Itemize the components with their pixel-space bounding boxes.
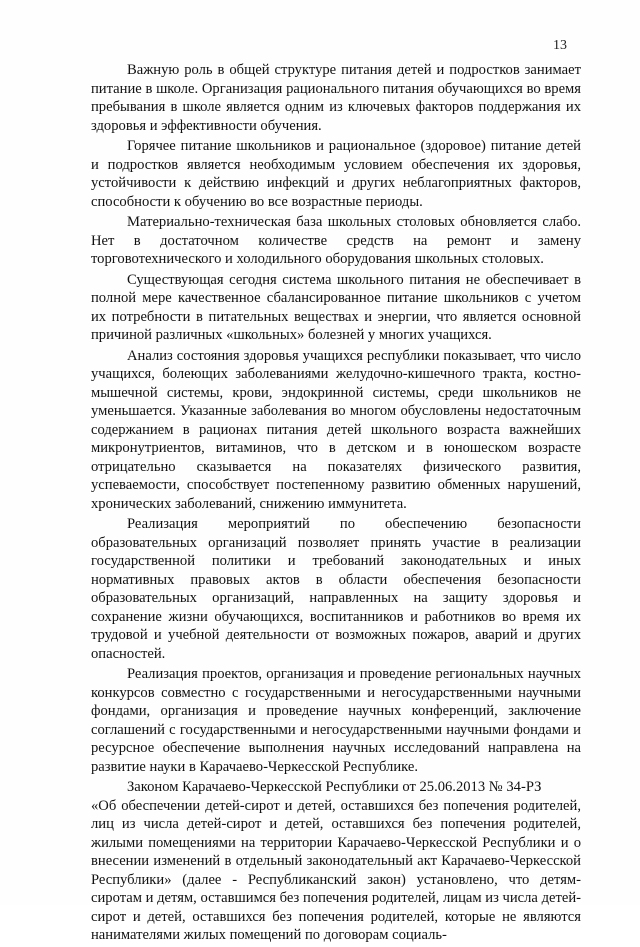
paragraph-continuation: «Об обеспечении детей-сирот и детей, оставшихся без попечения родителей, лиц из числа детей-сирот и детей, оставшихся без попечения родителей, жилыми помещениями на территории Карачаево-Черкесской Республики и о внесении изменений в отдельный законодательный акт Карачаево-Черкесской Республики» (далее - Республиканский закон) установлено, что детям-сиротам и детям, оставшимся без попечения родителей, лицам из числа детей-сирот и детей, оставшихся без попечения родителей, которые не являются нанимателями жилых помещений по договорам социаль- [91,797,581,943]
paragraph: Законом Карачаево-Черкесской Республики от 25.06.2013 № 34-РЗ [127,779,542,795]
page-number: 13 [553,38,567,53]
paragraph: Реализация мероприятий по обеспечению безопасности образовательных организаций позволяет принять участие в реализации государственной политики и требований законодательных и иных нормативных правовых актов в области обеспечения безопасности образовательных организаций, направленных на защиту здоровья и сохранение жизни обучающихся, воспитанников и работников во время их трудовой и учебной деятельности от возможных пожаров, аварий и других опасностей. [91,516,581,662]
paragraph: Важную роль в общей структуре питания детей и подростков занимает питание в школе. Организация рационального питания обучающихся во время пребывания в школе является одним из ключевых факторов поддержания их здоровья и эффективности обучения. [91,62,581,134]
paragraph: Анализ состояния здоровья учащихся республики показывает, что число учащихся, болеющих заболеваниями желудочно-кишечного тракта, костно-мышечной системы, крови, эндокринной системы, среди школьников не уменьшается. Указанные заболевания во многом обусловлены недостаточным содержанием в рационах питания детей школьного возраста важнейших микронутриентов, витаминов, что в детском и в юношеском возрасте отрицательно сказывается на показателях физического развития, успеваемости, способствует постепенному развитию обменных нарушений, хронических заболеваний, снижению иммунитета. [91,347,581,512]
body-text [91,61,581,947]
paragraph: Реализация проектов, организация и проведение региональных научных конкурсов совместно с государственными и негосударственными научными фондами, организация и проведение научных конференций, заключение соглашений с государственными и негосударственными научными фондами и ресурсное обеспечение выполнения научных исследований направлена на развитие науки в Карачаево-Черкесской Республике. [91,666,581,775]
paragraph: Материально-техническая база школьных столовых обновляется слабо. Нет в достаточном количестве средств на ремонт и замену торговотехнического и холодильного оборудования школьных столовых. [91,214,581,267]
paragraph: Горячее питание школьников и рациональное (здоровое) питание детей и подростков является необходимым условием обеспечения их здоровья, устойчивости к действию инфекций и других неблагоприятных факторов, способности к обучению во все возрастные периоды. [91,138,581,210]
paragraph: Существующая сегодня система школьного питания не обеспечивает в полной мере качественное сбалансированное питание школьников с учетом их потребности в питательных веществах и энергии, что является основной причиной различных «школьных» болезней у многих учащихся. [91,271,581,343]
